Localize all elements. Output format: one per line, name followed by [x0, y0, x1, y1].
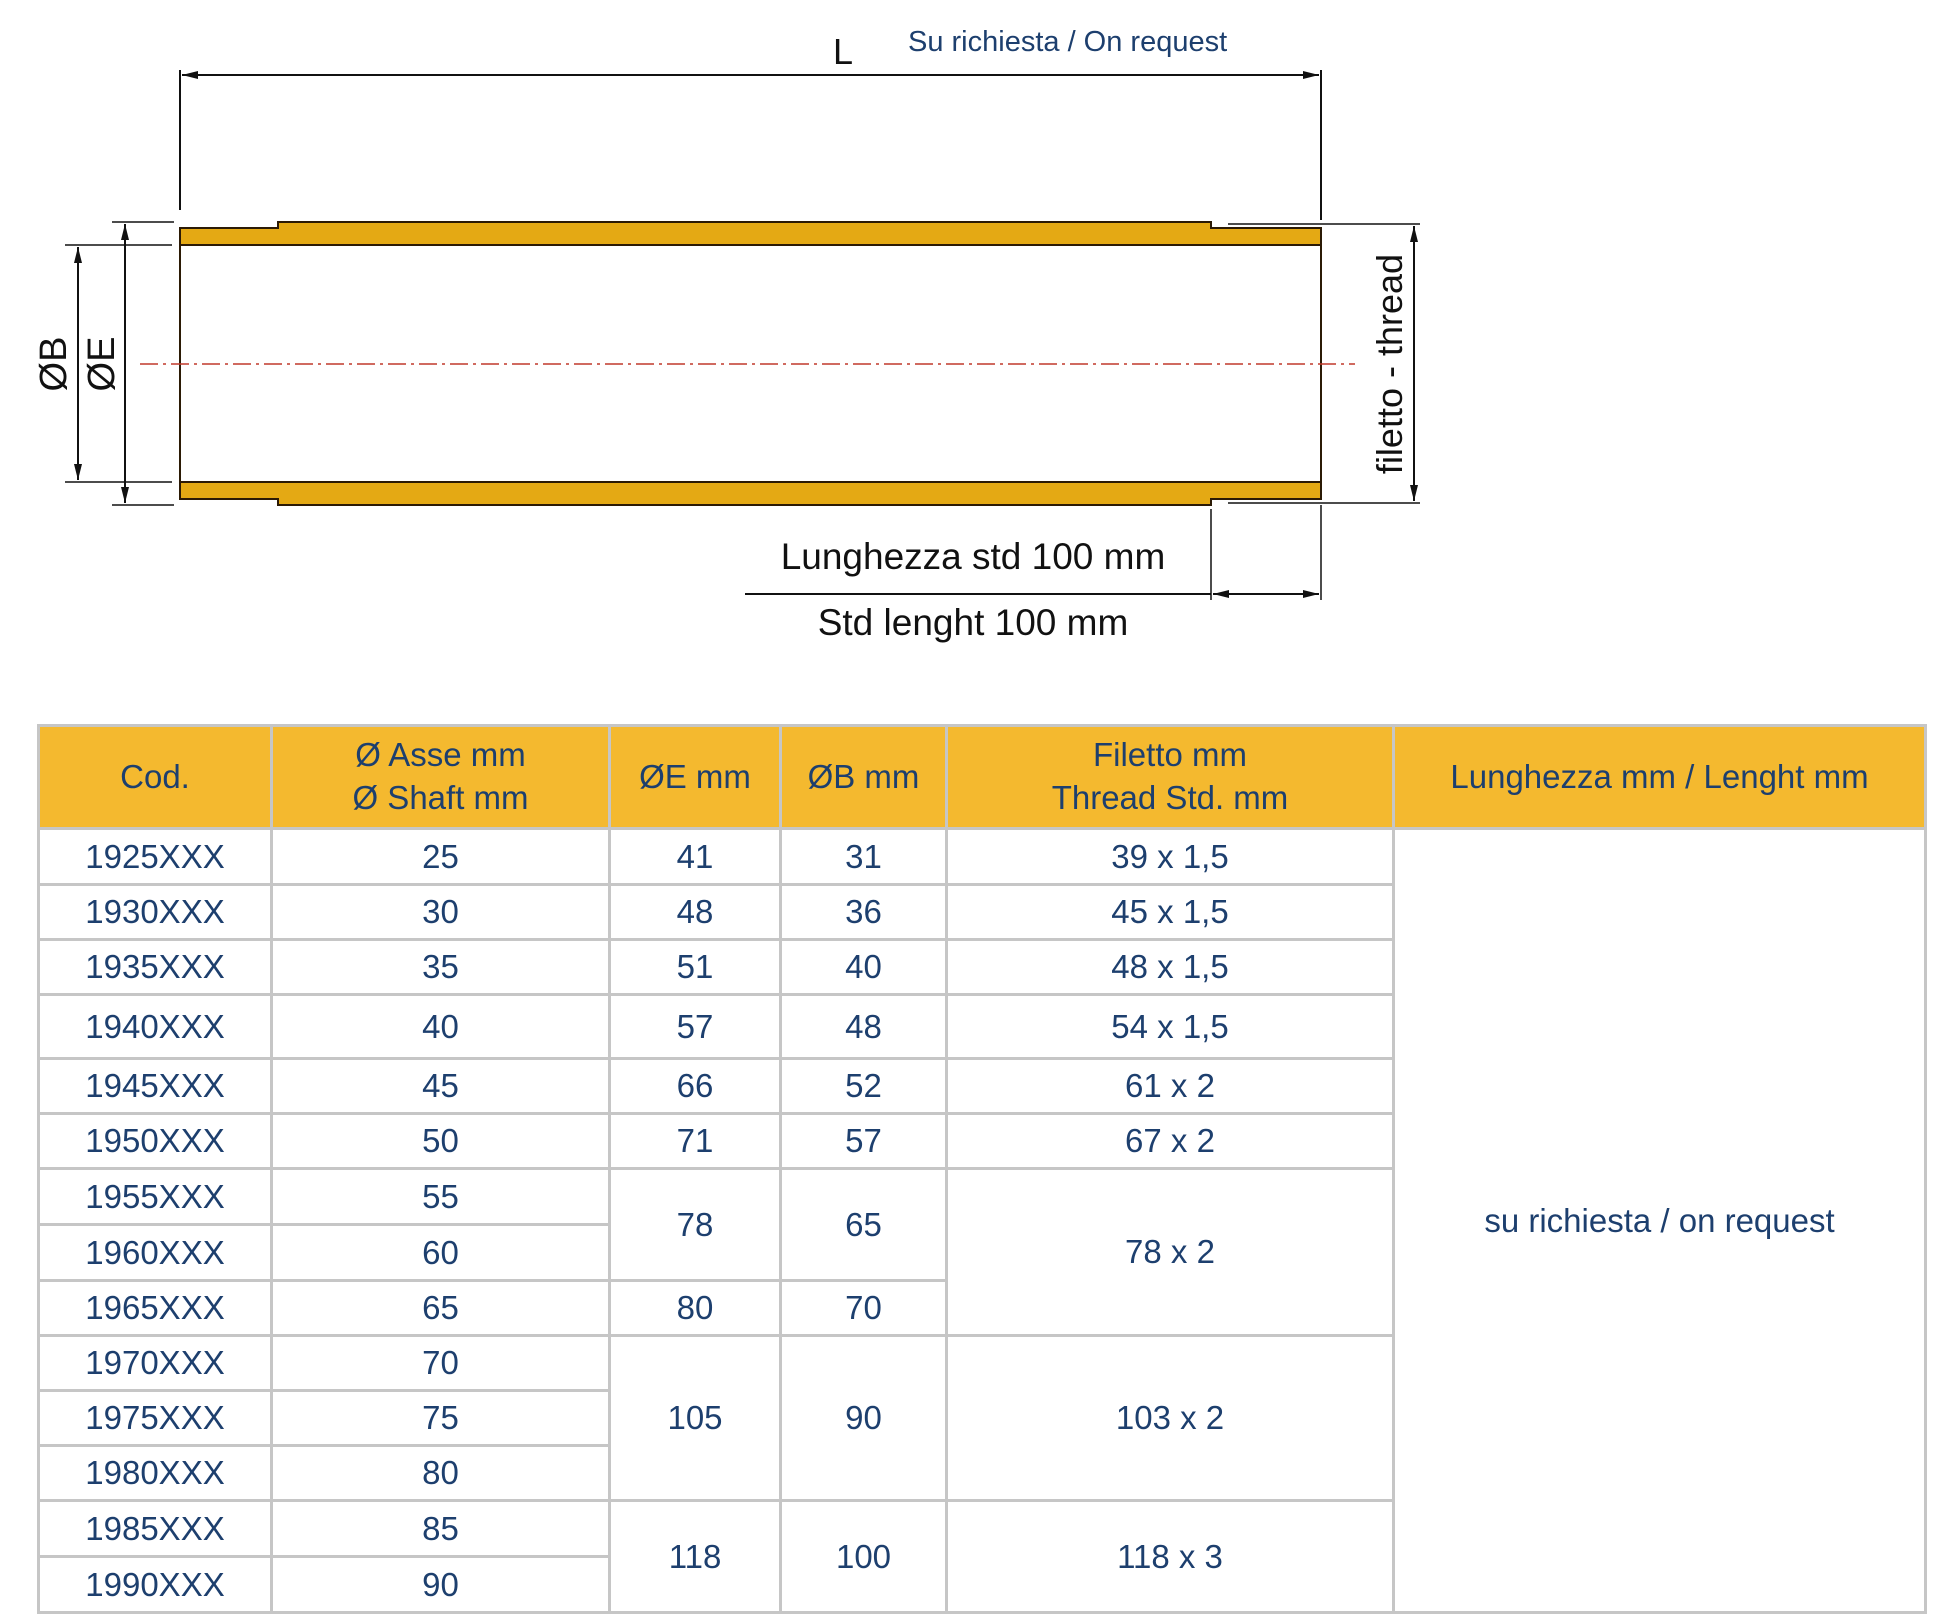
cod-cell: 1970XXX — [39, 1336, 272, 1391]
std-length-label-en: Std lenght 100 mm — [817, 602, 1129, 643]
cod-cell: 1975XXX — [39, 1391, 272, 1446]
thread-cell: 118 x 3 — [947, 1501, 1394, 1613]
thread-cell: 45 x 1,5 — [947, 885, 1394, 940]
shaft-cell: 55 — [272, 1169, 610, 1225]
thread-cell: 54 x 1,5 — [947, 995, 1394, 1059]
arrow-bottom-E — [74, 464, 82, 480]
header-length — [1394, 726, 1926, 829]
thread-cell: 78 x 2 — [947, 1169, 1394, 1336]
shaft-cell: 50 — [272, 1114, 610, 1169]
e-cell: 71 — [610, 1114, 781, 1169]
shaft-cell: 85 — [272, 1501, 610, 1557]
thread-cell: 48 x 1,5 — [947, 940, 1394, 995]
tube-wall-bottom — [180, 482, 1321, 505]
b-cell: 90 — [781, 1336, 947, 1501]
thread-label: filetto - thread — [1369, 253, 1410, 475]
cod-cell: 1955XXX — [39, 1169, 272, 1225]
e-cell: 78 — [610, 1169, 781, 1281]
header-cod — [39, 726, 272, 829]
b-cell: 36 — [781, 885, 947, 940]
shaft-cell: 40 — [272, 995, 610, 1059]
shaft-cell: 75 — [272, 1391, 610, 1446]
cod-cell: 1930XXX — [39, 885, 272, 940]
e-cell: 80 — [610, 1281, 781, 1336]
thread-cell: 103 x 2 — [947, 1336, 1394, 1501]
header-thread — [947, 726, 1394, 829]
cod-cell: 1985XXX — [39, 1501, 272, 1557]
arrow-right-stdlen — [1303, 590, 1319, 598]
table-row — [39, 829, 1926, 885]
e-cell: 118 — [610, 1501, 781, 1613]
e-cell: 41 — [610, 829, 781, 885]
header-shaft-label-en: Ø Shaft mm — [352, 779, 529, 816]
header-b-label: ØB mm — [807, 757, 920, 795]
thread-cell: 67 x 2 — [947, 1114, 1394, 1169]
b-cell: 48 — [781, 995, 947, 1059]
arrow-top-E — [74, 247, 82, 263]
arrow-bottom-B — [121, 487, 129, 503]
cod-cell: 1925XXX — [39, 829, 272, 885]
header-shaft-label-it: Ø Asse mm — [355, 736, 526, 774]
cod-cell: 1935XXX — [39, 940, 272, 995]
header-shaft — [272, 726, 610, 829]
arrow-top-thread — [1410, 226, 1418, 242]
cod-cell: 1960XXX — [39, 1225, 272, 1281]
length-cell: su richiesta / on request — [1394, 829, 1926, 1613]
shaft-cell: 35 — [272, 940, 610, 995]
b-cell: 100 — [781, 1501, 947, 1613]
shaft-cell: 80 — [272, 1446, 610, 1501]
b-cell: 52 — [781, 1059, 947, 1114]
shaft-cell: 30 — [272, 885, 610, 940]
table-header-row — [39, 726, 1926, 829]
e-cell: 48 — [610, 885, 781, 940]
header-thread-label-it: Filetto mm — [1092, 736, 1247, 774]
arrow-left-L — [182, 71, 198, 79]
e-cell: 66 — [610, 1059, 781, 1114]
shaft-cell: 90 — [272, 1557, 610, 1613]
header-thread-label-en: Thread Std. mm — [1051, 779, 1289, 816]
header-e-label: ØE mm — [639, 757, 751, 795]
thread-cell: 61 x 2 — [947, 1059, 1394, 1114]
cod-cell: 1965XXX — [39, 1281, 272, 1336]
shaft-cell: 60 — [272, 1225, 610, 1281]
arrow-right-L — [1303, 71, 1319, 79]
e-cell: 105 — [610, 1336, 781, 1501]
dimension-B-label: ØB — [33, 336, 75, 392]
on-request-note: Su richiesta / On request — [908, 26, 1228, 58]
e-cell: 51 — [610, 940, 781, 995]
arrow-bottom-thread — [1410, 485, 1418, 501]
dimension-L-label: L — [832, 31, 854, 72]
shaft-cell: 65 — [272, 1281, 610, 1336]
std-length-label-it: Lunghezza std 100 mm — [780, 536, 1166, 577]
b-cell: 40 — [781, 940, 947, 995]
shaft-cell: 70 — [272, 1336, 610, 1391]
b-cell: 70 — [781, 1281, 947, 1336]
thread-cell: 39 x 1,5 — [947, 829, 1394, 885]
header-b — [781, 726, 947, 829]
spec-table — [37, 724, 1927, 1614]
cod-cell: 1940XXX — [39, 995, 272, 1059]
header-cod-label: Cod. — [120, 757, 190, 795]
b-cell: 31 — [781, 829, 947, 885]
arrow-left-stdlen — [1213, 590, 1229, 598]
cod-cell: 1980XXX — [39, 1446, 272, 1501]
cod-cell: 1990XXX — [39, 1557, 272, 1613]
dimension-E-label: ØE — [81, 336, 123, 392]
header-length-label: Lunghezza mm / Lenght mm — [1450, 757, 1869, 795]
tube-drawing — [0, 0, 1946, 700]
b-cell: 65 — [781, 1169, 947, 1281]
e-cell: 57 — [610, 995, 781, 1059]
arrow-top-B — [121, 224, 129, 240]
tube-wall-top — [180, 222, 1321, 245]
shaft-cell: 45 — [272, 1059, 610, 1114]
header-e — [610, 726, 781, 829]
cod-cell: 1945XXX — [39, 1059, 272, 1114]
shaft-cell: 25 — [272, 829, 610, 885]
b-cell: 57 — [781, 1114, 947, 1169]
cod-cell: 1950XXX — [39, 1114, 272, 1169]
